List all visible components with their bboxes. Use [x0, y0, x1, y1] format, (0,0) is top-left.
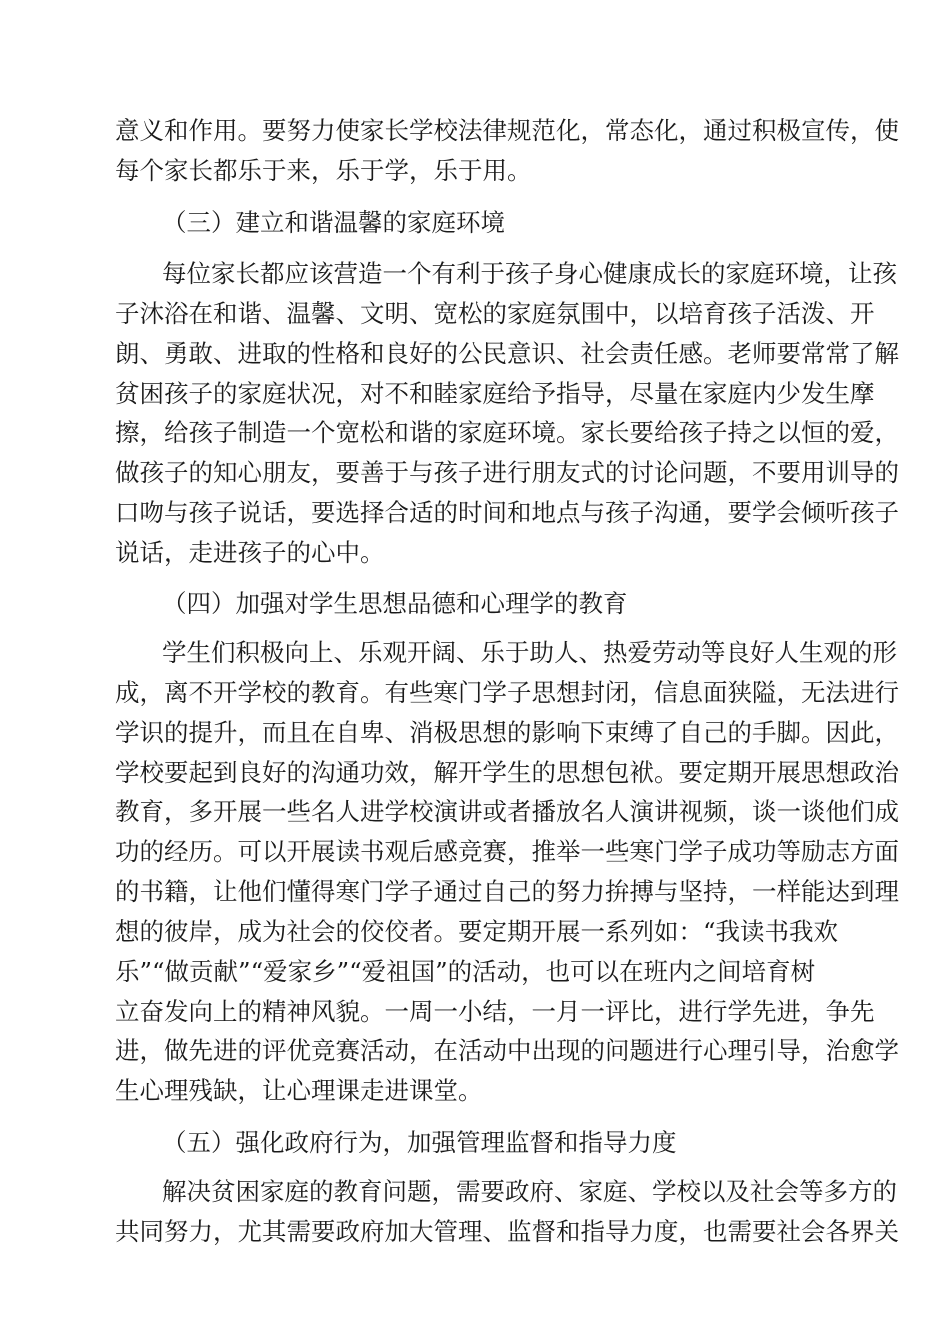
body-line: 解决贫困家庭的教育问题，需要政府、家庭、学校以及社会等多方的	[162, 1177, 897, 1206]
body-line: 意义和作用。要努力使家长学校法律规范化，常态化，通过积极宣传，使	[115, 116, 899, 145]
body-line: 进，做先进的评优竞赛活动，在活动中出现的问题进行心理引导，治愈学	[115, 1036, 899, 1065]
body-line: 说话，走进孩子的心中。	[115, 538, 385, 567]
body-line: 乐”“做贡献”“爱家乡”“爱祖国”的活动，也可以在班内之间培育树	[115, 957, 816, 986]
body-line: 生心理残缺，让心理课走进课堂。	[115, 1076, 483, 1105]
body-line: 子沐浴在和谐、温馨、文明、宽松的家庭氛围中，以培育孩子活泼、开	[115, 299, 875, 328]
body-line: 贫困孩子的家庭状况，对不和睦家庭给予指导，尽量在家庭内少发生摩	[115, 379, 875, 408]
body-line: 功的经历。可以开展读书观后感竞赛，推举一些寒门学子成功等励志方面	[115, 837, 899, 866]
body-line: 共同努力，尤其需要政府加大管理、监督和指导力度，也需要社会各界关	[115, 1217, 899, 1246]
section-5-heading: （五）强化政府行为，加强管理监督和指导力度	[162, 1128, 677, 1157]
body-line: 朗、勇敢、进取的性格和良好的公民意识、社会责任感。老师要常常了解	[115, 339, 899, 368]
body-line: 学生们积极向上、乐观开阔、乐于助人、热爱劳动等良好人生观的形	[162, 638, 897, 667]
body-line: 擦，给孩子制造一个宽松和谐的家庭环境。家长要给孩子持之以恒的爱，	[115, 418, 899, 447]
body-line: 学校要起到良好的沟通功效，解开学生的思想包袱。要定期开展思想政治	[115, 758, 899, 787]
body-line: 教育，多开展一些名人进学校演讲或者播放名人演讲视频，谈一谈他们成	[115, 797, 899, 826]
body-line: 学识的提升，而且在自卑、消极思想的影响下束缚了自己的手脚。因此，	[115, 718, 899, 747]
body-line: 想的彼岸，成为社会的佼佼者。要定期开展一系列如：“我读书我欢	[115, 917, 839, 946]
section-4-heading: （四）加强对学生思想品德和心理学的教育	[162, 589, 628, 618]
body-line: 每位家长都应该营造一个有利于孩子身心健康成长的家庭环境，让孩	[162, 259, 897, 288]
body-line: 成，离不开学校的教育。有些寒门学子思想封闭，信息面狭隘，无法进行	[115, 678, 899, 707]
section-3-heading: （三）建立和谐温馨的家庭环境	[162, 208, 505, 237]
body-line: 做孩子的知心朋友，要善于与孩子进行朋友式的讨论问题，不要用训导的	[115, 458, 899, 487]
body-line: 立奋发向上的精神风貌。一周一小结，一月一评比，进行学先进，争先	[115, 997, 875, 1026]
body-line: 的书籍，让他们懂得寒门学子通过自己的努力拚搏与坚持，一样能达到理	[115, 877, 899, 906]
body-line: 口吻与孩子说话，要选择合适的时间和地点与孩子沟通，要学会倾听孩子	[115, 498, 899, 527]
body-line: 每个家长都乐于来，乐于学，乐于用。	[115, 156, 532, 185]
